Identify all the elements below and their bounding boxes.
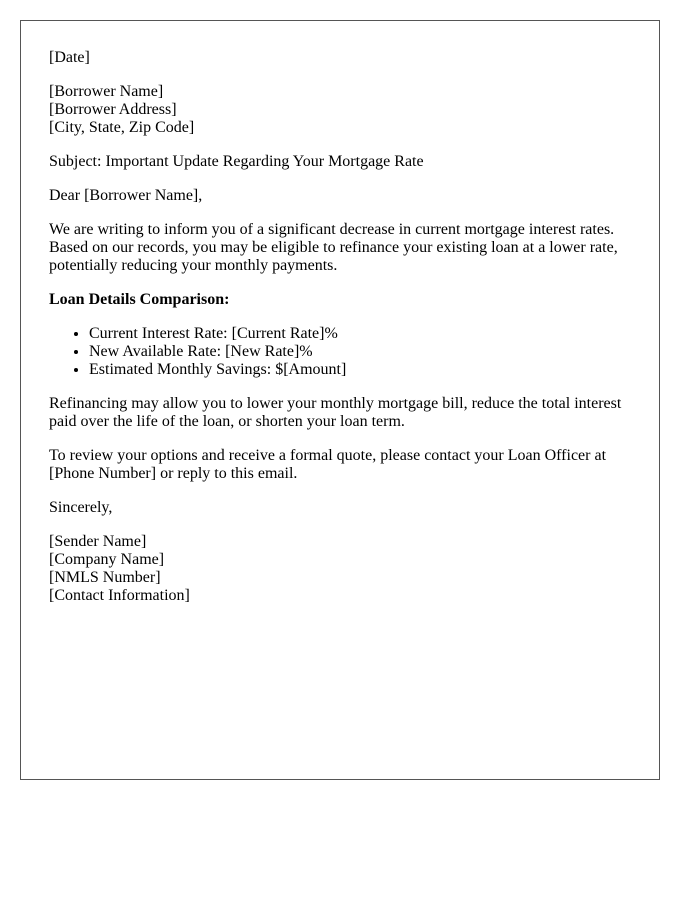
- signature-block: [49, 533, 631, 605]
- sender-name: [Sender Name]: [49, 533, 147, 550]
- nmls-number: [NMLS Number]: [49, 569, 161, 586]
- contact-paragraph: To review your options and receive a formal quote, please contact your Loan Officer at [Phone Number] or reply to this email.: [49, 447, 607, 482]
- intro-paragraph: We are writing to inform you of a significant decrease in current mortgage interest rates. Based on our records, you may be eligible to refinance your existing loan at a lower rate, potentially reducing your monthly payments.: [49, 221, 618, 274]
- list-item-monthly-savings: • Estimated Monthly Savings: $[Amount]: [89, 361, 631, 379]
- list-item-new-rate: • New Available Rate: [New Rate]%: [89, 343, 631, 361]
- loan-details-heading: Loan Details Comparison:: [49, 291, 230, 308]
- letter-closing: Sincerely,: [49, 499, 113, 516]
- company-name: [Company Name]: [49, 551, 165, 568]
- recipient-block: [49, 83, 631, 137]
- letter-salutation: Dear [Borrower Name],: [49, 187, 203, 204]
- loan-details-list: [49, 325, 631, 379]
- recipient-city-state-zip: [City, State, Zip Code]: [49, 119, 195, 136]
- list-item-current-rate: • Current Interest Rate: [Current Rate]%: [89, 325, 631, 343]
- recipient-address: [Borrower Address]: [49, 101, 177, 118]
- letter-date: [Date]: [49, 49, 90, 66]
- recipient-name: [Borrower Name]: [49, 83, 164, 100]
- letter-subject: Subject: Important Update Regarding Your Mortgage Rate: [49, 153, 424, 170]
- letter-document: [20, 20, 660, 780]
- benefits-paragraph: Refinancing may allow you to lower your monthly mortgage bill, reduce the total interest paid over the life of the loan, or shorten your loan term.: [49, 395, 622, 430]
- contact-information: [Contact Information]: [49, 587, 190, 604]
